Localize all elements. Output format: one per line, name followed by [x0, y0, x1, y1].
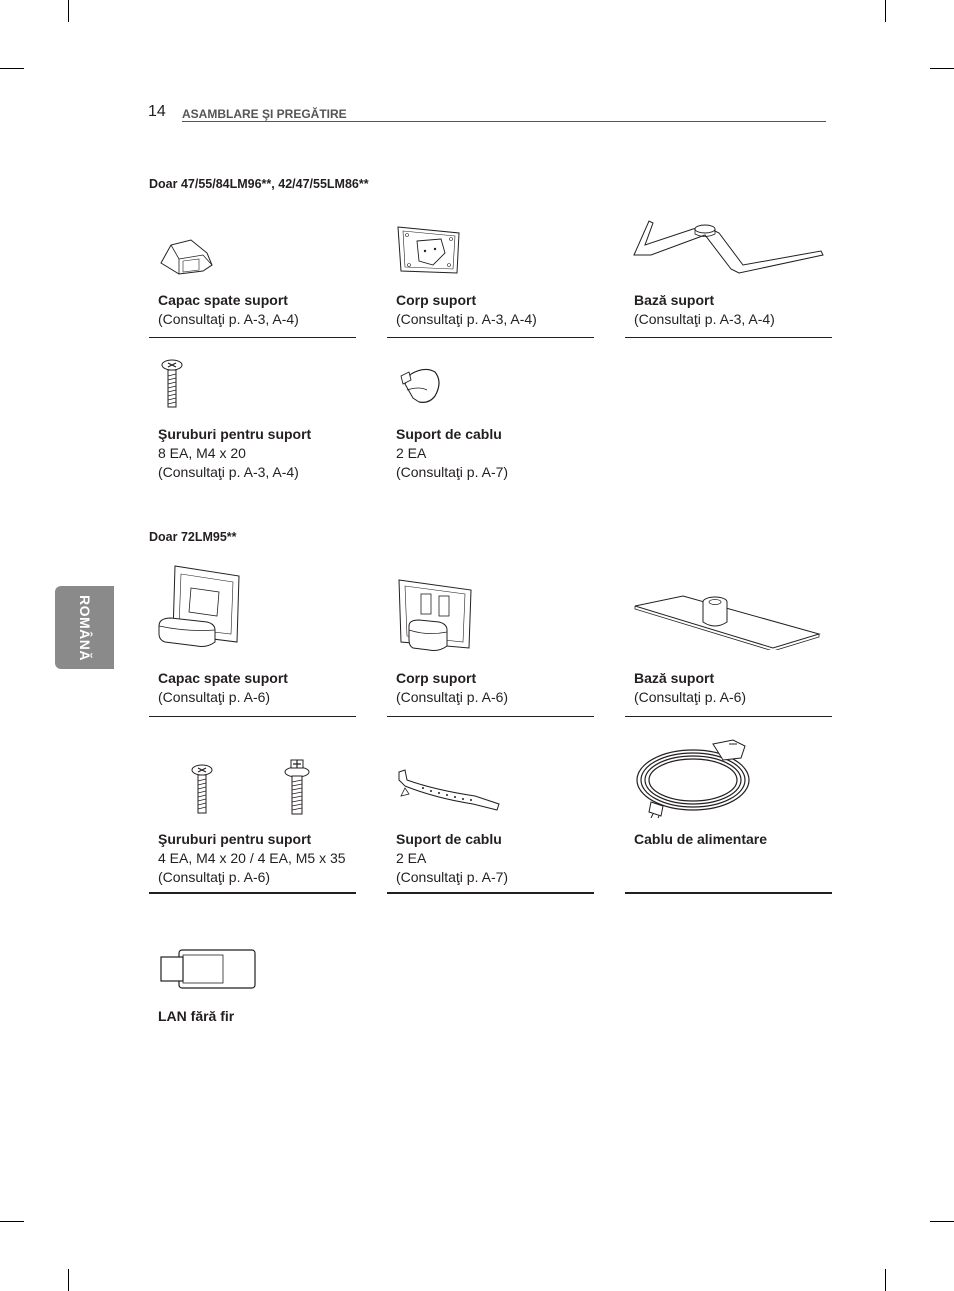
stand-body-icon: [395, 576, 473, 654]
crop-mark: [930, 68, 954, 69]
stand-base-icon: [631, 215, 827, 277]
part-label: Suport de cablu 2 EA (Consultaţi p. A-7): [396, 831, 509, 885]
part-label: Şuruburi pentru suport 4 EA, M4 x 20 / 4 EA, M5 x 35 (Consultaţi p. A-6): [158, 831, 346, 885]
language-tab: [55, 586, 114, 669]
part-item: [387, 205, 594, 338]
part-item: [387, 730, 594, 894]
part-item: [625, 730, 832, 894]
part-label: Capac spate suport (Consultaţi p. A-6): [158, 670, 288, 705]
cable-tie-icon: [395, 768, 505, 814]
page-number: 14: [148, 103, 166, 120]
part-label: LAN fără fir: [158, 1008, 235, 1024]
screw-m4-icon: [189, 762, 215, 816]
part-item: [149, 940, 356, 1030]
stand-body-icon: [395, 223, 463, 279]
section-title: Doar 47/55/84LM96**, 42/47/55LM86**: [149, 177, 369, 191]
part-item: [387, 350, 594, 490]
back-cover-icon: [157, 564, 241, 648]
header-rule: [182, 121, 826, 122]
language-tab-label: ROMÂNĂ: [76, 594, 93, 661]
crop-mark: [930, 1221, 954, 1222]
cable-holder-icon: [397, 364, 443, 408]
part-label: Suport de cablu 2 EA (Consultaţi p. A-7): [396, 426, 509, 480]
crop-mark: [885, 1269, 886, 1291]
stand-base-icon: [633, 594, 823, 650]
screw-icon: [159, 358, 185, 410]
part-label: Corp suport (Consultaţi p. A-3, A-4): [396, 292, 537, 327]
part-label: Corp suport (Consultaţi p. A-6): [396, 670, 509, 705]
part-label: Bază suport (Consultaţi p. A-6): [634, 670, 747, 705]
crop-mark: [885, 0, 886, 22]
wireless-lan-dongle-icon: [159, 948, 257, 990]
screw-m5-icon: [283, 756, 311, 816]
part-item: [149, 350, 356, 490]
crop-mark: [68, 1269, 69, 1291]
crop-mark: [68, 0, 69, 22]
part-item: [625, 205, 832, 338]
part-label: Cablu de alimentare: [634, 831, 768, 847]
part-label: Şuruburi pentru suport 8 EA, M4 x 20 (Consultaţi p. A-3, A-4): [158, 426, 312, 480]
part-item: [149, 205, 356, 338]
crop-mark: [0, 68, 24, 69]
back-cover-icon: [157, 237, 217, 277]
section-title: Doar 72LM95**: [149, 530, 237, 544]
part-label: Capac spate suport (Consultaţi p. A-3, A-4): [158, 292, 299, 327]
part-item: [149, 560, 356, 717]
part-item: [625, 560, 832, 717]
header-title: ASAMBLARE ŞI PREGĂTIRE: [182, 107, 347, 121]
part-item: [149, 730, 356, 894]
crop-mark: [0, 1221, 24, 1222]
power-cord-icon: [633, 738, 757, 818]
part-item: [387, 560, 594, 717]
page-header: [148, 103, 826, 123]
part-label: Bază suport (Consultaţi p. A-3, A-4): [634, 292, 775, 327]
